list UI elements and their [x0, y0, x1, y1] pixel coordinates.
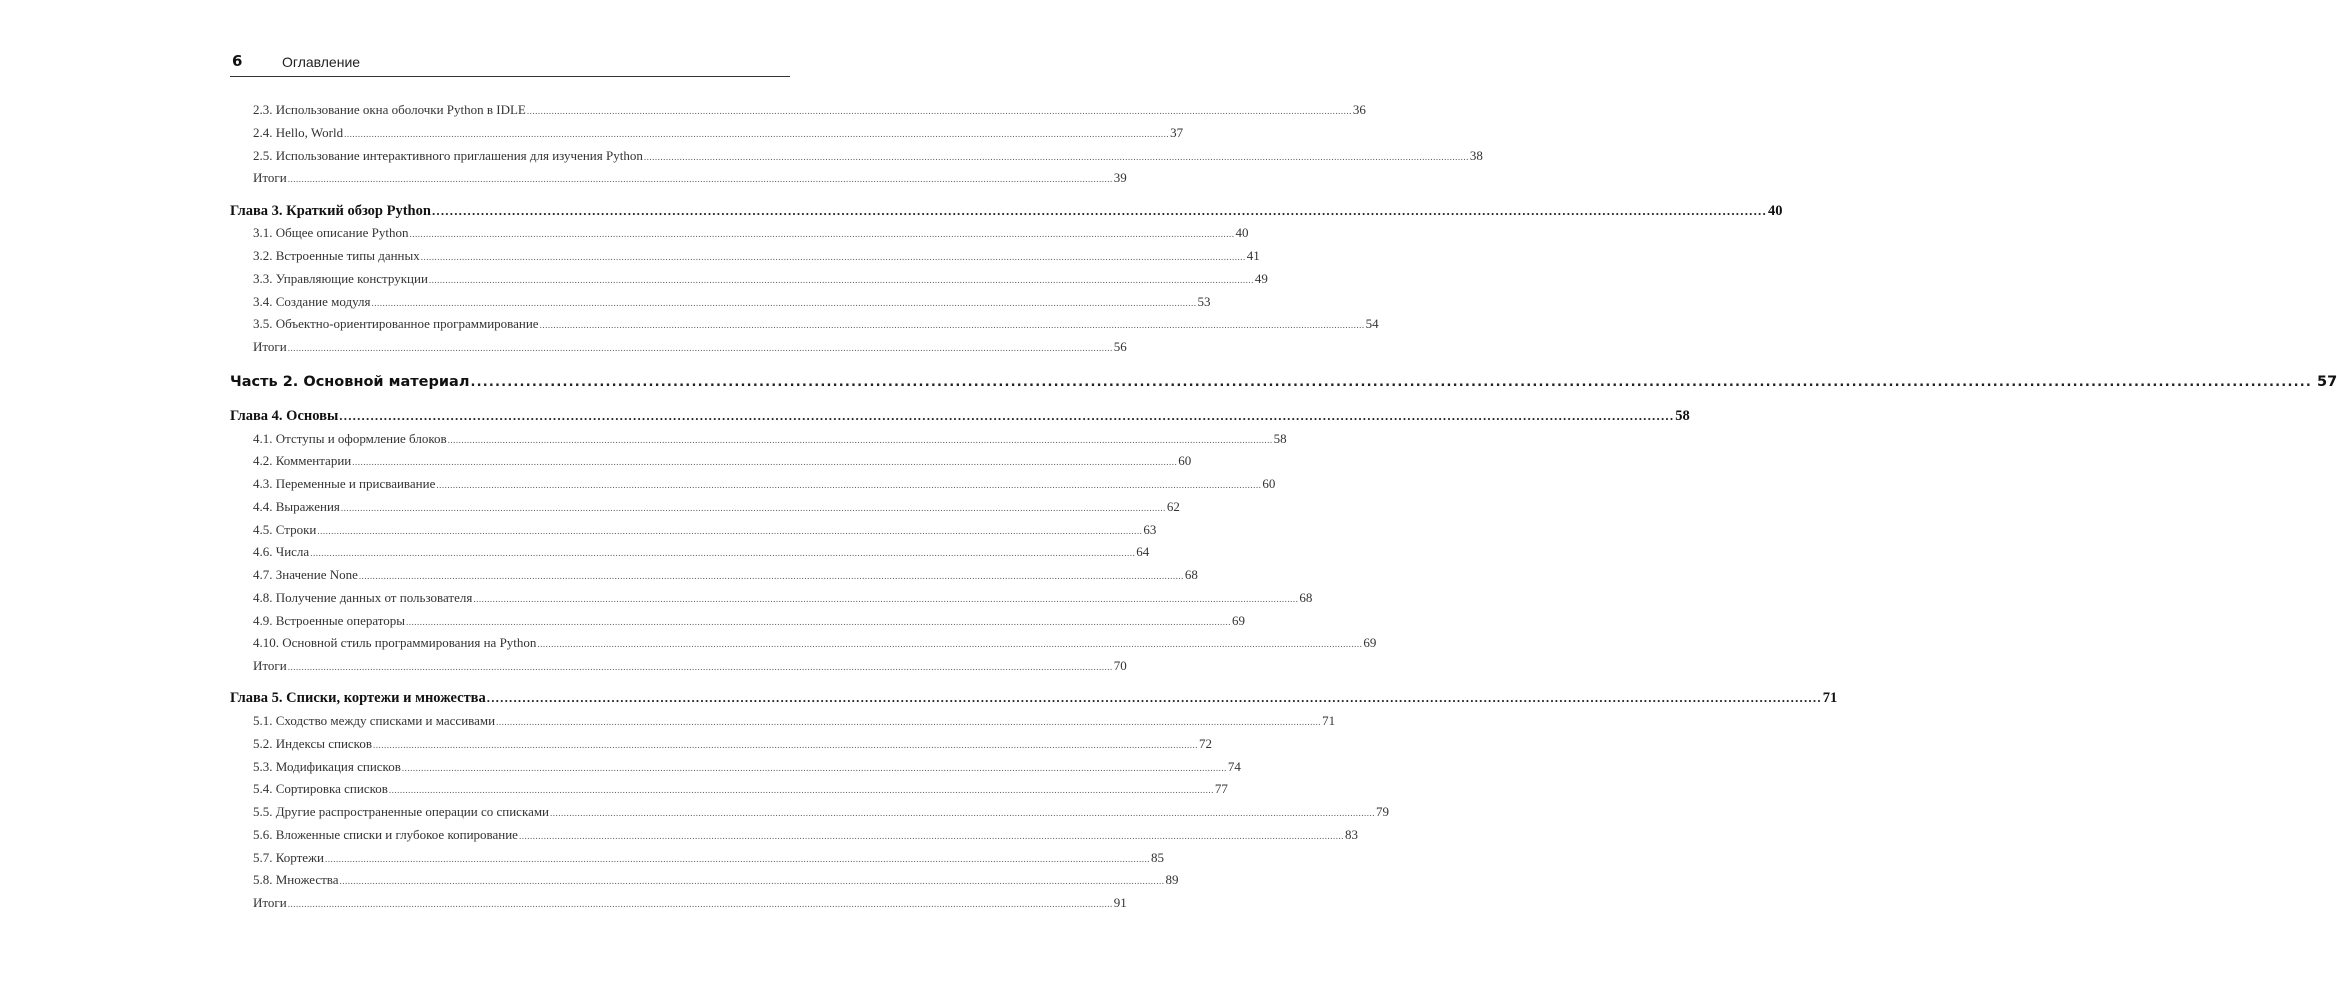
dot-leader: ............................................................................................................................................................................................................................................................................................................	[339, 407, 1675, 423]
entry-title: 3.2. Встроенные типы данных	[253, 248, 420, 263]
toc-section-entry	[230, 476, 1276, 499]
entry-title: 3.4. Создание модуля	[253, 293, 371, 309]
entry-title: Итоги	[253, 895, 287, 910]
toc-section-entry	[230, 225, 1249, 248]
entry-page-number: 56	[1113, 339, 1127, 354]
entry-page-number: 64	[1136, 544, 1150, 560]
dot-leader: ............................................................................................................................................................................................................................................................................................................	[340, 502, 1166, 513]
toc-section-entry	[230, 124, 1184, 148]
toc-section-entry	[230, 635, 1377, 658]
toc-section-entry	[230, 170, 1127, 193]
dot-leader: ............................................................................................................................................................................................................................................................................................................	[518, 830, 1344, 841]
running-header	[230, 50, 790, 77]
toc-section-entry	[230, 895, 1127, 918]
dot-leader: ............................................................................................................................................................................................................................................................................................................	[388, 785, 1214, 796]
entry-title: Глава 4. Основы	[230, 407, 339, 424]
dot-leader: ............................................................................................................................................................................................................................................................................................................	[428, 274, 1254, 285]
entry-title: 2.3. Использование окна оболочки Python в IDLE	[253, 102, 526, 117]
toc-section-entry	[230, 102, 1366, 125]
entry-page-number: 40	[1235, 225, 1249, 241]
dot-leader: ............................................................................................................................................................................................................................................................................................................	[537, 639, 1363, 650]
entry-page-number: 36	[1352, 102, 1366, 117]
toc-section-entry	[230, 612, 1246, 636]
toc-chapter-entry	[230, 690, 1838, 713]
entry-title: 3.3. Управляющие конструкции	[253, 270, 428, 286]
entry-page-number: 68	[1299, 589, 1313, 605]
dot-leader: ............................................................................................................................................................................................................................................................................................................	[486, 690, 1822, 706]
entry-title: 5.8. Множества	[253, 872, 339, 888]
entry-title: 4.8. Получение данных от пользователя	[253, 589, 473, 605]
dot-leader: ............................................................................................................................................................................................................................................................................................................	[526, 106, 1352, 116]
dot-leader: ............................................................................................................................................................................................................................................................................................................	[473, 593, 1299, 604]
entry-page-number: 77	[1214, 781, 1228, 797]
dot-leader: ............................................................................................................................................................................................................................................................................................................	[496, 717, 1322, 727]
entry-page-number: 68	[1184, 567, 1198, 582]
page-number: 6	[232, 52, 243, 70]
dot-leader: ............................................................................................................................................................................................................................................................................................................	[287, 343, 1113, 353]
entry-page-number: 85	[1151, 849, 1164, 865]
dot-leader: ............................................................................................................................................................................................................................................................................................................	[550, 808, 1376, 818]
entry-title: Глава 3. Краткий обзор Python	[230, 202, 431, 219]
entry-page-number: 71	[1822, 690, 1838, 707]
toc-section-entry	[230, 498, 1180, 522]
entry-title: 5.6. Вложенные списки и глубокое копирование	[253, 826, 518, 842]
toc-section-entry	[230, 521, 1157, 545]
toc-section-entry	[230, 316, 1379, 339]
entry-page-number: 39	[1113, 170, 1127, 186]
entry-title: Итоги	[253, 339, 287, 354]
toc-section-entry	[230, 713, 1336, 736]
entry-page-number: 58	[1273, 430, 1287, 446]
toc-chapter-entry	[230, 202, 1783, 226]
entry-title: Часть 2. Основной материал	[230, 373, 470, 390]
toc-section-entry	[230, 544, 1150, 567]
entry-page-number: 79	[1376, 804, 1390, 819]
dot-leader: ............................................................................................................................................................................................................................................................................................................	[539, 320, 1365, 331]
entry-title: 4.9. Встроенные операторы	[253, 612, 406, 628]
entry-title: Итоги	[253, 170, 287, 186]
entry-page-number: 53	[1197, 293, 1211, 309]
entry-title: 3.1. Общее описание Python	[253, 225, 409, 241]
dot-leader: ............................................................................................................................................................................................................................................................................................................	[358, 571, 1184, 581]
toc-section-entry	[230, 735, 1212, 759]
entry-title: Итоги	[253, 658, 287, 673]
entry-title: 2.4. Hello, World	[253, 124, 344, 140]
dot-leader: ............................................................................................................................................................................................................................................................................................................	[325, 853, 1150, 864]
entry-page-number: 49	[1254, 270, 1268, 286]
toc-section-entry	[230, 453, 1192, 476]
entry-title: 4.1. Отступы и оформление блоков	[253, 430, 447, 446]
entry-page-number: 69	[1363, 635, 1377, 651]
entry-title: 2.5. Использование интерактивного приглашения для изучения Python	[253, 147, 643, 163]
toc-section-entry	[230, 293, 1211, 317]
dot-leader: ............................................................................................................................................................................................................................................................................................................	[406, 616, 1232, 627]
entry-page-number: 72	[1198, 735, 1212, 751]
dot-leader: ............................................................................................................................................................................................................................................................................................................	[470, 374, 2312, 390]
dot-leader: ............................................................................................................................................................................................................................................................................................................	[344, 128, 1170, 139]
entry-title: 5.2. Индексы списков	[253, 735, 372, 751]
entry-title: 5.5. Другие распространенные операции со списками	[253, 804, 550, 819]
entry-title: 4.4. Выражения	[253, 498, 340, 514]
dot-leader: ............................................................................................................................................................................................................................................................................................................	[431, 202, 1767, 218]
dot-leader: ............................................................................................................................................................................................................................................................................................................	[372, 739, 1198, 750]
entry-title: 3.5. Объектно-ориентированное программирование	[253, 316, 539, 332]
entry-page-number: 74	[1227, 758, 1241, 774]
entry-page-number: 37	[1170, 124, 1184, 140]
entry-page-number: 71	[1322, 713, 1336, 728]
entry-title: 5.4. Сортировка списков	[253, 781, 388, 797]
toc-section-entry	[230, 567, 1198, 590]
toc-section-entry	[230, 758, 1241, 782]
entry-title: 4.10. Основной стиль программирования на Python	[253, 635, 537, 651]
entry-title: 5.1. Сходство между списками и массивами	[253, 713, 496, 728]
toc-section-entry	[230, 849, 1164, 873]
toc-section-entry	[230, 781, 1228, 804]
toc-section-entry	[230, 826, 1358, 850]
dot-leader: ............................................................................................................................................................................................................................................................................................................	[287, 899, 1113, 909]
dot-leader: ............................................................................................................................................................................................................................................................................................................	[420, 252, 1246, 262]
dot-leader: ............................................................................................................................................................................................................................................................................................................	[287, 662, 1113, 672]
entry-title: 4.7. Значение None	[253, 567, 358, 582]
entry-title: 4.2. Комментарии	[253, 453, 352, 469]
toc-section-entry	[230, 430, 1287, 454]
dot-leader: ............................................................................................................................................................................................................................................................................................................	[317, 525, 1143, 536]
toc-section-entry	[230, 658, 1127, 681]
dot-leader: ............................................................................................................................................................................................................................................................................................................	[371, 297, 1197, 308]
entry-page-number: 40	[1767, 202, 1783, 219]
entry-page-number: 54	[1365, 316, 1379, 332]
toc-section-entry	[230, 147, 1483, 171]
dot-leader: ............................................................................................................................................................................................................................................................................................................	[287, 174, 1113, 185]
entry-page-number: 57	[2317, 373, 2337, 390]
dot-leader: ............................................................................................................................................................................................................................................................................................................	[310, 548, 1136, 559]
dot-leader: ............................................................................................................................................................................................................................................................................................................	[643, 151, 1469, 162]
entry-page-number: 70	[1113, 658, 1127, 673]
toc-section-entry	[230, 339, 1127, 362]
entry-page-number: 69	[1232, 612, 1246, 628]
entry-title: 5.3. Модификация списков	[253, 758, 401, 774]
entry-page-number: 83	[1344, 826, 1358, 842]
entry-page-number: 58	[1675, 407, 1690, 424]
entry-page-number: 89	[1165, 872, 1179, 888]
toc-section-entry	[230, 270, 1268, 294]
entry-page-number: 38	[1469, 147, 1483, 163]
entry-page-number: 62	[1166, 498, 1180, 514]
entry-page-number: 63	[1143, 521, 1157, 537]
toc-section-entry	[230, 804, 1390, 827]
entry-page-number: 91	[1113, 895, 1127, 910]
entry-page-number: 60	[1262, 476, 1276, 491]
dot-leader: ............................................................................................................................................................................................................................................................................................................	[339, 876, 1165, 887]
entry-title: 5.7. Кортежи	[253, 849, 324, 865]
dot-leader: ............................................................................................................................................................................................................................................................................................................	[447, 434, 1273, 445]
entry-title: 4.5. Строки	[253, 521, 317, 537]
entry-title: Глава 5. Списки, кортежи и множества	[230, 690, 486, 707]
dot-leader: ............................................................................................................................................................................................................................................................................................................	[409, 229, 1235, 240]
table-of-contents	[230, 102, 2337, 918]
toc-chapter-entry	[230, 407, 1690, 431]
entry-title: 4.3. Переменные и присваивание	[253, 476, 436, 491]
dot-leader: ............................................................................................................................................................................................................................................................................................................	[436, 480, 1262, 490]
dot-leader: ............................................................................................................................................................................................................................................................................................................	[352, 457, 1178, 468]
toc-part-entry	[230, 373, 2337, 398]
entry-page-number: 60	[1178, 453, 1192, 469]
toc-section-entry	[230, 248, 1260, 271]
entry-page-number: 41	[1246, 248, 1260, 263]
toc-section-entry	[230, 589, 1313, 613]
entry-title: 4.6. Числа	[253, 544, 310, 560]
running-title: Оглавление	[282, 54, 361, 70]
toc-section-entry	[230, 872, 1179, 895]
dot-leader: ............................................................................................................................................................................................................................................................................................................	[401, 762, 1227, 773]
